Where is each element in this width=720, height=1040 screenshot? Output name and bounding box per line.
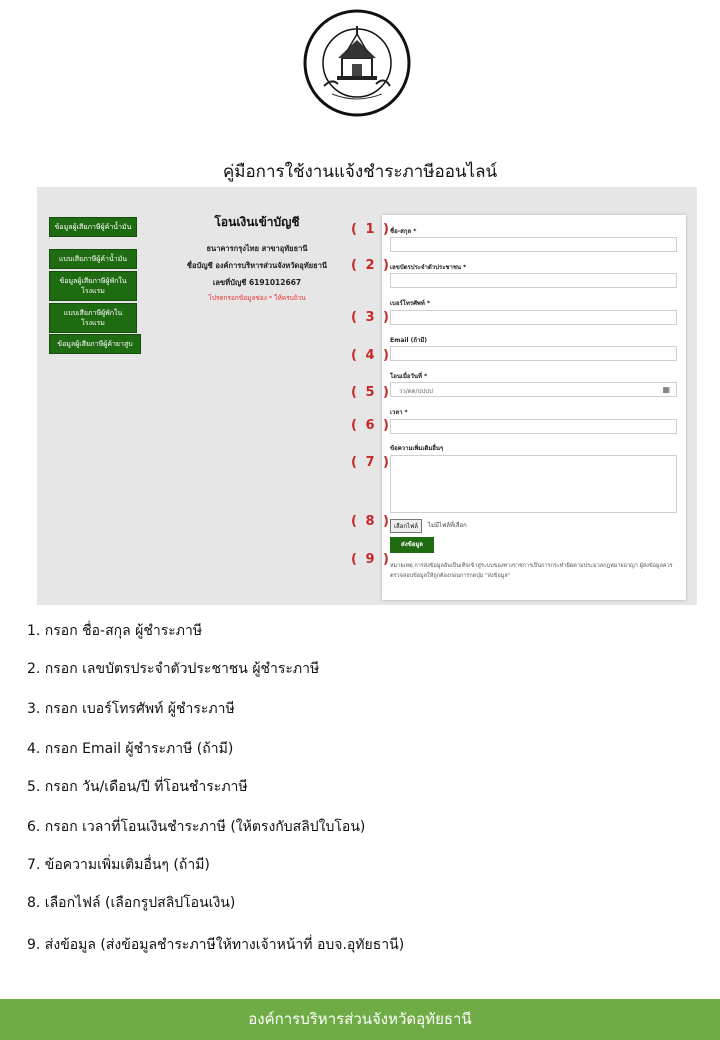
sidebar-button-tobacco-taxpayer[interactable]: ข้อมูลผู้เสียภาษีผู้ค้ายาสูบ bbox=[49, 334, 141, 354]
step-9: 9. ส่งข้อมูล (ส่งข้อมูลชำระภาษีให้ทางเจ้าหน้าที่ อบจ.อุทัยธานี) bbox=[27, 937, 405, 953]
marker-6: ( 6 ) bbox=[351, 418, 391, 433]
marker-1: ( 1 ) bbox=[351, 222, 391, 237]
page-title: คู่มือการใช้งานแจ้งชำระภาษีออนไลน์ bbox=[222, 162, 498, 182]
step-2: 2. กรอก เลขบัตรประจำตัวประชาชน ผู้ชำระภาษี bbox=[27, 661, 320, 677]
extra-label: ข้อความเพิ่มเติมอื่นๆ bbox=[390, 445, 444, 452]
marker-2: ( 2 ) bbox=[351, 258, 391, 273]
submit-button[interactable]: ส่งข้อมูล bbox=[390, 537, 434, 553]
sidebar-button-oil-form[interactable]: แบบเสียภาษีผู้ค้าน้ำมัน bbox=[49, 249, 137, 269]
date-placeholder: วว/ดด/ปปปป bbox=[399, 388, 433, 395]
date-label: โอนเมื่อวันที่ * bbox=[390, 373, 428, 380]
marker-8: ( 8 ) bbox=[351, 514, 391, 529]
required-warning: โปรดกรอกข้อมูลช่อง * ให้ครบถ้วน bbox=[208, 294, 306, 302]
step-4: 4. กรอก Email ผู้ชำระภาษี (ถ้ามี) bbox=[27, 741, 234, 757]
name-input[interactable] bbox=[390, 237, 677, 252]
step-1: 1. กรอก ชื่อ-สกุล ผู้ชำระภาษี bbox=[27, 623, 203, 639]
phone-label: เบอร์โทรศัพท์ * bbox=[390, 300, 431, 307]
date-input[interactable] bbox=[390, 382, 677, 397]
marker-7: ( 7 ) bbox=[351, 455, 391, 470]
account-number: เลขที่บัญชี 6191012667 bbox=[212, 278, 302, 287]
step-5: 5. กรอก วัน/เดือน/ปี ที่โอนชำระภาษี bbox=[27, 779, 248, 795]
marker-4: ( 4 ) bbox=[351, 348, 391, 363]
id-label: เลขบัตรประจำตัวประชาชน * bbox=[390, 264, 467, 271]
extra-textarea[interactable] bbox=[390, 455, 677, 513]
calendar-icon[interactable]: ▦ bbox=[662, 385, 670, 394]
sidebar-button-hotel-form[interactable]: แบบเสียภาษีผู้พักในโรงแรม bbox=[49, 303, 137, 333]
marker-9: ( 9 ) bbox=[351, 552, 391, 567]
footer-bar: องค์การบริหารส่วนจังหวัดอุทัยธานี bbox=[0, 999, 720, 1040]
marker-5: ( 5 ) bbox=[351, 385, 391, 400]
sidebar-button-hotel-taxpayer[interactable]: ข้อมูลผู้เสียภาษีผู้พักในโรงแรม bbox=[49, 271, 137, 301]
time-input[interactable] bbox=[390, 419, 677, 434]
marker-3: ( 3 ) bbox=[351, 310, 391, 325]
step-6: 6. กรอก เวลาที่โอนเงินชำระภาษี (ให้ตรงกับสลิปใบโอน) bbox=[27, 819, 366, 835]
file-status: ไม่มีไฟล์ที่เลือก bbox=[428, 522, 467, 529]
email-label: Email (ถ้ามี) bbox=[390, 337, 428, 344]
bank-info bbox=[162, 213, 352, 305]
time-label: เวลา * bbox=[390, 409, 408, 416]
step-7: 7. ข้อความเพิ่มเติมอื่นๆ (ถ้ามี) bbox=[27, 857, 210, 873]
bank-name: ธนาคารกรุงไทย สาขาอุทัยธานี bbox=[206, 244, 308, 253]
name-label: ชื่อ-สกุล * bbox=[390, 228, 417, 235]
step-3: 3. กรอก เบอร์โทรศัพท์ ผู้ชำระภาษี bbox=[27, 701, 235, 717]
id-input[interactable] bbox=[390, 273, 677, 288]
bank-heading: โอนเงินเข้าบัญชี bbox=[214, 215, 300, 229]
pao-seal-logo bbox=[302, 8, 412, 118]
account-name: ชื่อบัญชี องค์การบริหารส่วนจังหวัดอุทัยธานี bbox=[186, 261, 328, 270]
form-note: หมายเหตุ การส่งข้อมูลอันเป็นเท็จเข้าสู่ระบบของทางราชการเป็นการกระทำผิดตามประมวลกฎหมายอาญา ผู้ส่งข้อมูลควรตรวจสอบข้อมูลให้ถูกต้องก่อนการกดปุ่ม "ส่งข้อมูล" bbox=[390, 563, 673, 579]
email-input[interactable] bbox=[390, 346, 677, 361]
phone-input[interactable] bbox=[390, 310, 677, 325]
payment-form bbox=[382, 215, 686, 600]
step-8: 8. เลือกไฟล์ (เลือกรูปสลิปโอนเงิน) bbox=[27, 895, 236, 911]
choose-file-button[interactable]: เลือกไฟล์ bbox=[390, 519, 422, 533]
sidebar-button-oil-taxpayer[interactable]: ข้อมูลผู้เสียภาษีผู้ค้าน้ำมัน bbox=[49, 217, 137, 237]
